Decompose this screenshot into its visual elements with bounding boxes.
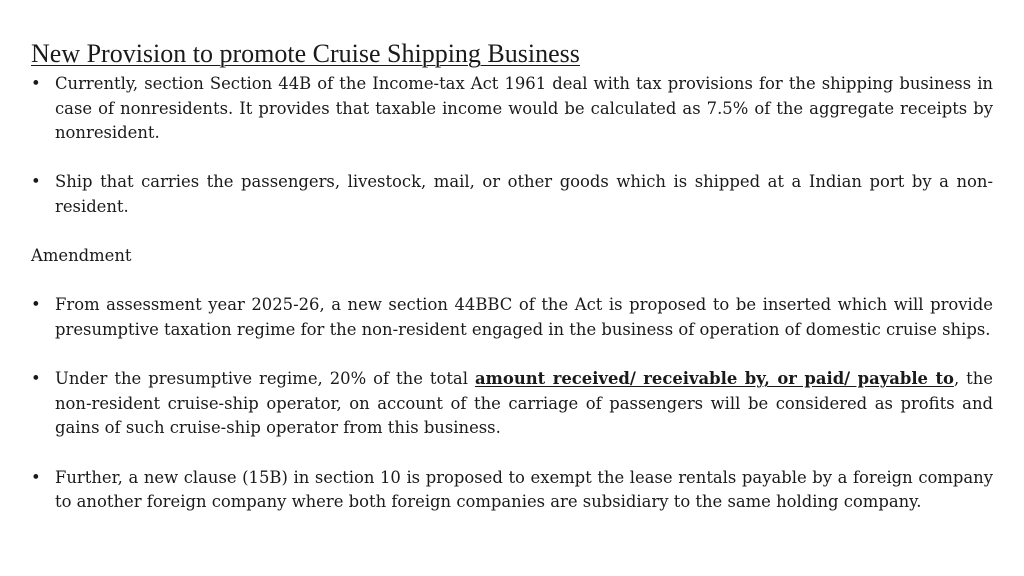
bullet-dot-icon: • [31,172,41,192]
bullet-dot-icon: • [31,295,41,315]
spacer [31,220,993,245]
spacer [31,269,993,294]
slide-content [31,38,993,515]
bullet-point-presumptive-regime [31,367,993,441]
bullet-point-clause-15b [31,466,993,515]
bullet-text: Ship that carries the passengers, livestock, mail, or other goods which is shipped at a Indian port by a non-resident. [55,172,993,216]
bullet-point-section-44b [31,72,993,146]
bullet-text: Currently, section Section 44B of the Income-tax Act 1961 deal with tax provisions for the shipping business in case of nonresidents. It provides that taxable income would be calculated as 7.5% of the aggregate receipts by nonresident. [55,74,993,143]
bullet-dot-icon: • [31,467,41,487]
bullet-point-ship-definition [31,170,993,219]
slide-title: New Provision to promote Cruise Shipping Business [31,39,580,68]
current-provisions-list [31,72,993,220]
amendment-heading: Amendment [31,246,132,266]
spacer [31,343,993,368]
emphasized-phrase: amount received/ receivable by, or paid/ payable to [474,369,954,389]
bullet-text-before: Under the presumptive regime, 20% of the total [55,369,475,389]
spacer [31,441,993,466]
bullet-point-section-44bbc [31,293,993,342]
bullet-text-after: , the non-resident cruise-ship operator, on account of the carriage of passengers will be considered as profits and gains of such cruise-ship operator from this business. [55,369,993,438]
amendment-list [31,293,993,514]
bullet-text: Further, a new clause (15B) in section 10 is proposed to exempt the lease rentals payable by a foreign company to another foreign company where both foreign companies are subsidiary to the same holding company. [55,467,993,512]
spacer [31,146,993,171]
bullet-text: From assessment year 2025-26, a new section 44BBC of the Act is proposed to be inserted which will provide presumptive taxation regime for the non-resident engaged in the business of operation of domestic cruise ships. [55,295,993,339]
bullet-dot-icon: • [31,369,41,389]
bullet-dot-icon: • [31,74,41,93]
